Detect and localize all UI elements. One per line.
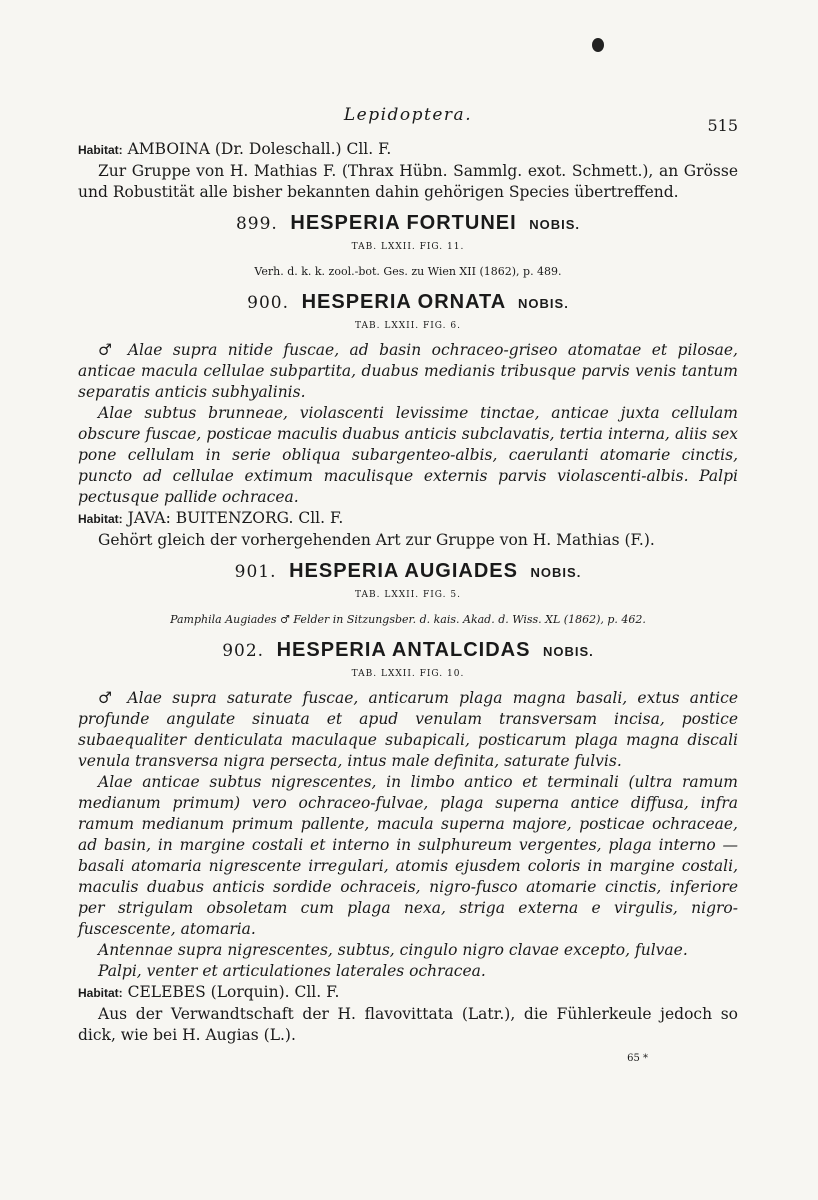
species-heading-902: [78, 640, 738, 662]
running-title: Lepidoptera.: [343, 105, 473, 125]
signature-mark: 65 *: [627, 1053, 648, 1064]
species-habitat: [78, 982, 738, 1004]
description-palpi: Palpi, venter et articulationes laterales ochracea.: [98, 962, 486, 980]
intro-paragraph: Zur Gruppe von H. Mathias F. (Thrax Hübn. Sammlg. exot. Schmett.), an Grösse und Robustität alle bisher bekannten dahin gehörigen Species übertreffend.: [78, 162, 738, 201]
species-author: NOBIS.: [543, 644, 594, 659]
description-underside: Alae anticae subtus nigrescentes, in limbo antico et terminali (ultra ramum medianum primum) vero ochraceo-fulvae, plaga superna antice diffusa, infra ramum medianum primum pallente, macula superna majore, posticae ochraceae, ad basin, in margine costali et interno in sulphureum vergentes, plaga interno — basali atomaria nigrescente irregulari, atomis ejusdem coloris in margine costali, maculis duabus anticis sordide ochraceis, nigro-fusco atomarie cinctis, inferiore per strigulam obsoletam cum plaga nexa, striga externa e virgulis, nigro-fuscescente, atomaria.: [78, 773, 738, 938]
species-heading-900: [78, 292, 738, 314]
species-note: Gehört gleich der vorhergehenden Art zur Gruppe von H. Mathias (F.).: [98, 531, 655, 549]
species-author: NOBIS.: [529, 217, 581, 232]
species-name: HESPERIA FORTUNEI: [290, 212, 517, 234]
habitat-label: Habitat:: [78, 986, 123, 1000]
species-habitat: [78, 508, 738, 530]
page-number: 515: [707, 116, 738, 135]
species-heading-901: [78, 561, 738, 583]
plate-reference: TAB. LXXII. FIG. 6.: [355, 321, 461, 331]
habitat-text: AMBOINA (Dr. Doleschall.) Cll. F.: [127, 140, 392, 158]
species-heading-899: [78, 213, 738, 235]
plate-reference: TAB. LXXII. FIG. 11.: [351, 242, 465, 252]
page-content: [78, 105, 738, 1069]
literature-reference: Pamphila Augiades ♂ Felder in Sitzungsber. d. kais. Akad. d. Wiss. XL (1862), p. 462.: [170, 613, 646, 626]
species-number: 899.: [235, 214, 278, 234]
description-antennae: Antennae supra nigrescentes, subtus, cingulo nigro clavae excepto, fulvae.: [98, 941, 688, 959]
species-author: NOBIS.: [518, 296, 569, 311]
species-note: Aus der Verwandtschaft der H. flavovittata (Latr.), die Fühlerkeule jedoch so dick, wie bei H. Augias (L.).: [78, 1005, 738, 1044]
intro-habitat: [78, 139, 738, 161]
habitat-label: Habitat:: [78, 143, 123, 157]
plate-reference: TAB. LXXII. FIG. 10.: [351, 669, 465, 679]
species-name: HESPERIA ANTALCIDAS: [276, 639, 531, 661]
habitat-label: Habitat:: [78, 512, 123, 526]
species-name: HESPERIA AUGIADES: [289, 560, 518, 582]
description-upperside: ♂ Alae supra saturate fuscae, anticarum plaga magna basali, extus antice profunde angulate sinuata et apud venulam transversam incisa, postice subaequaliter denticulata maculaque subapicali, posticarum plaga magna discali venula transversa nigra persecta, intus male definita, saturate fulvis.: [78, 689, 738, 770]
plate-reference: TAB. LXXII. FIG. 5.: [355, 590, 461, 600]
habitat-text: CELEBES (Lorquin). Cll. F.: [127, 983, 340, 1001]
species-name: HESPERIA ORNATA: [301, 291, 506, 313]
species-author: NOBIS.: [530, 565, 582, 580]
habitat-text: JAVA: BUITENZORG. Cll. F.: [127, 509, 344, 527]
ink-blot: [592, 38, 604, 52]
species-number: 901.: [234, 562, 277, 582]
literature-reference: Verh. d. k. k. zool.-bot. Ges. zu Wien XII (1862), p. 489.: [254, 265, 562, 278]
description-upperside: ♂ Alae supra nitide fuscae, ad basin ochraceo-griseo atomatae et pilosae, anticae macula cellulae subpartita, duabus medianis tribusque parvis venis tantum separatis anticis subhyalinis.: [78, 341, 738, 401]
species-number: 900.: [247, 293, 290, 313]
species-number: 902.: [222, 641, 265, 661]
running-header: [78, 105, 738, 139]
description-underside: Alae subtus brunneae, violascenti levissime tinctae, anticae juxta cellulam obscure fuscae, posticae maculis duabus anticis subclavatis, tertia interna, aliis sex pone cellulam in serie obliqua subargenteo-albis, caerulanti atomarie cinctis, puncto ad cellulae extimum maculisque externis parvis violascenti-albis. Palpi pectusque pallide ochracea.: [78, 404, 738, 506]
